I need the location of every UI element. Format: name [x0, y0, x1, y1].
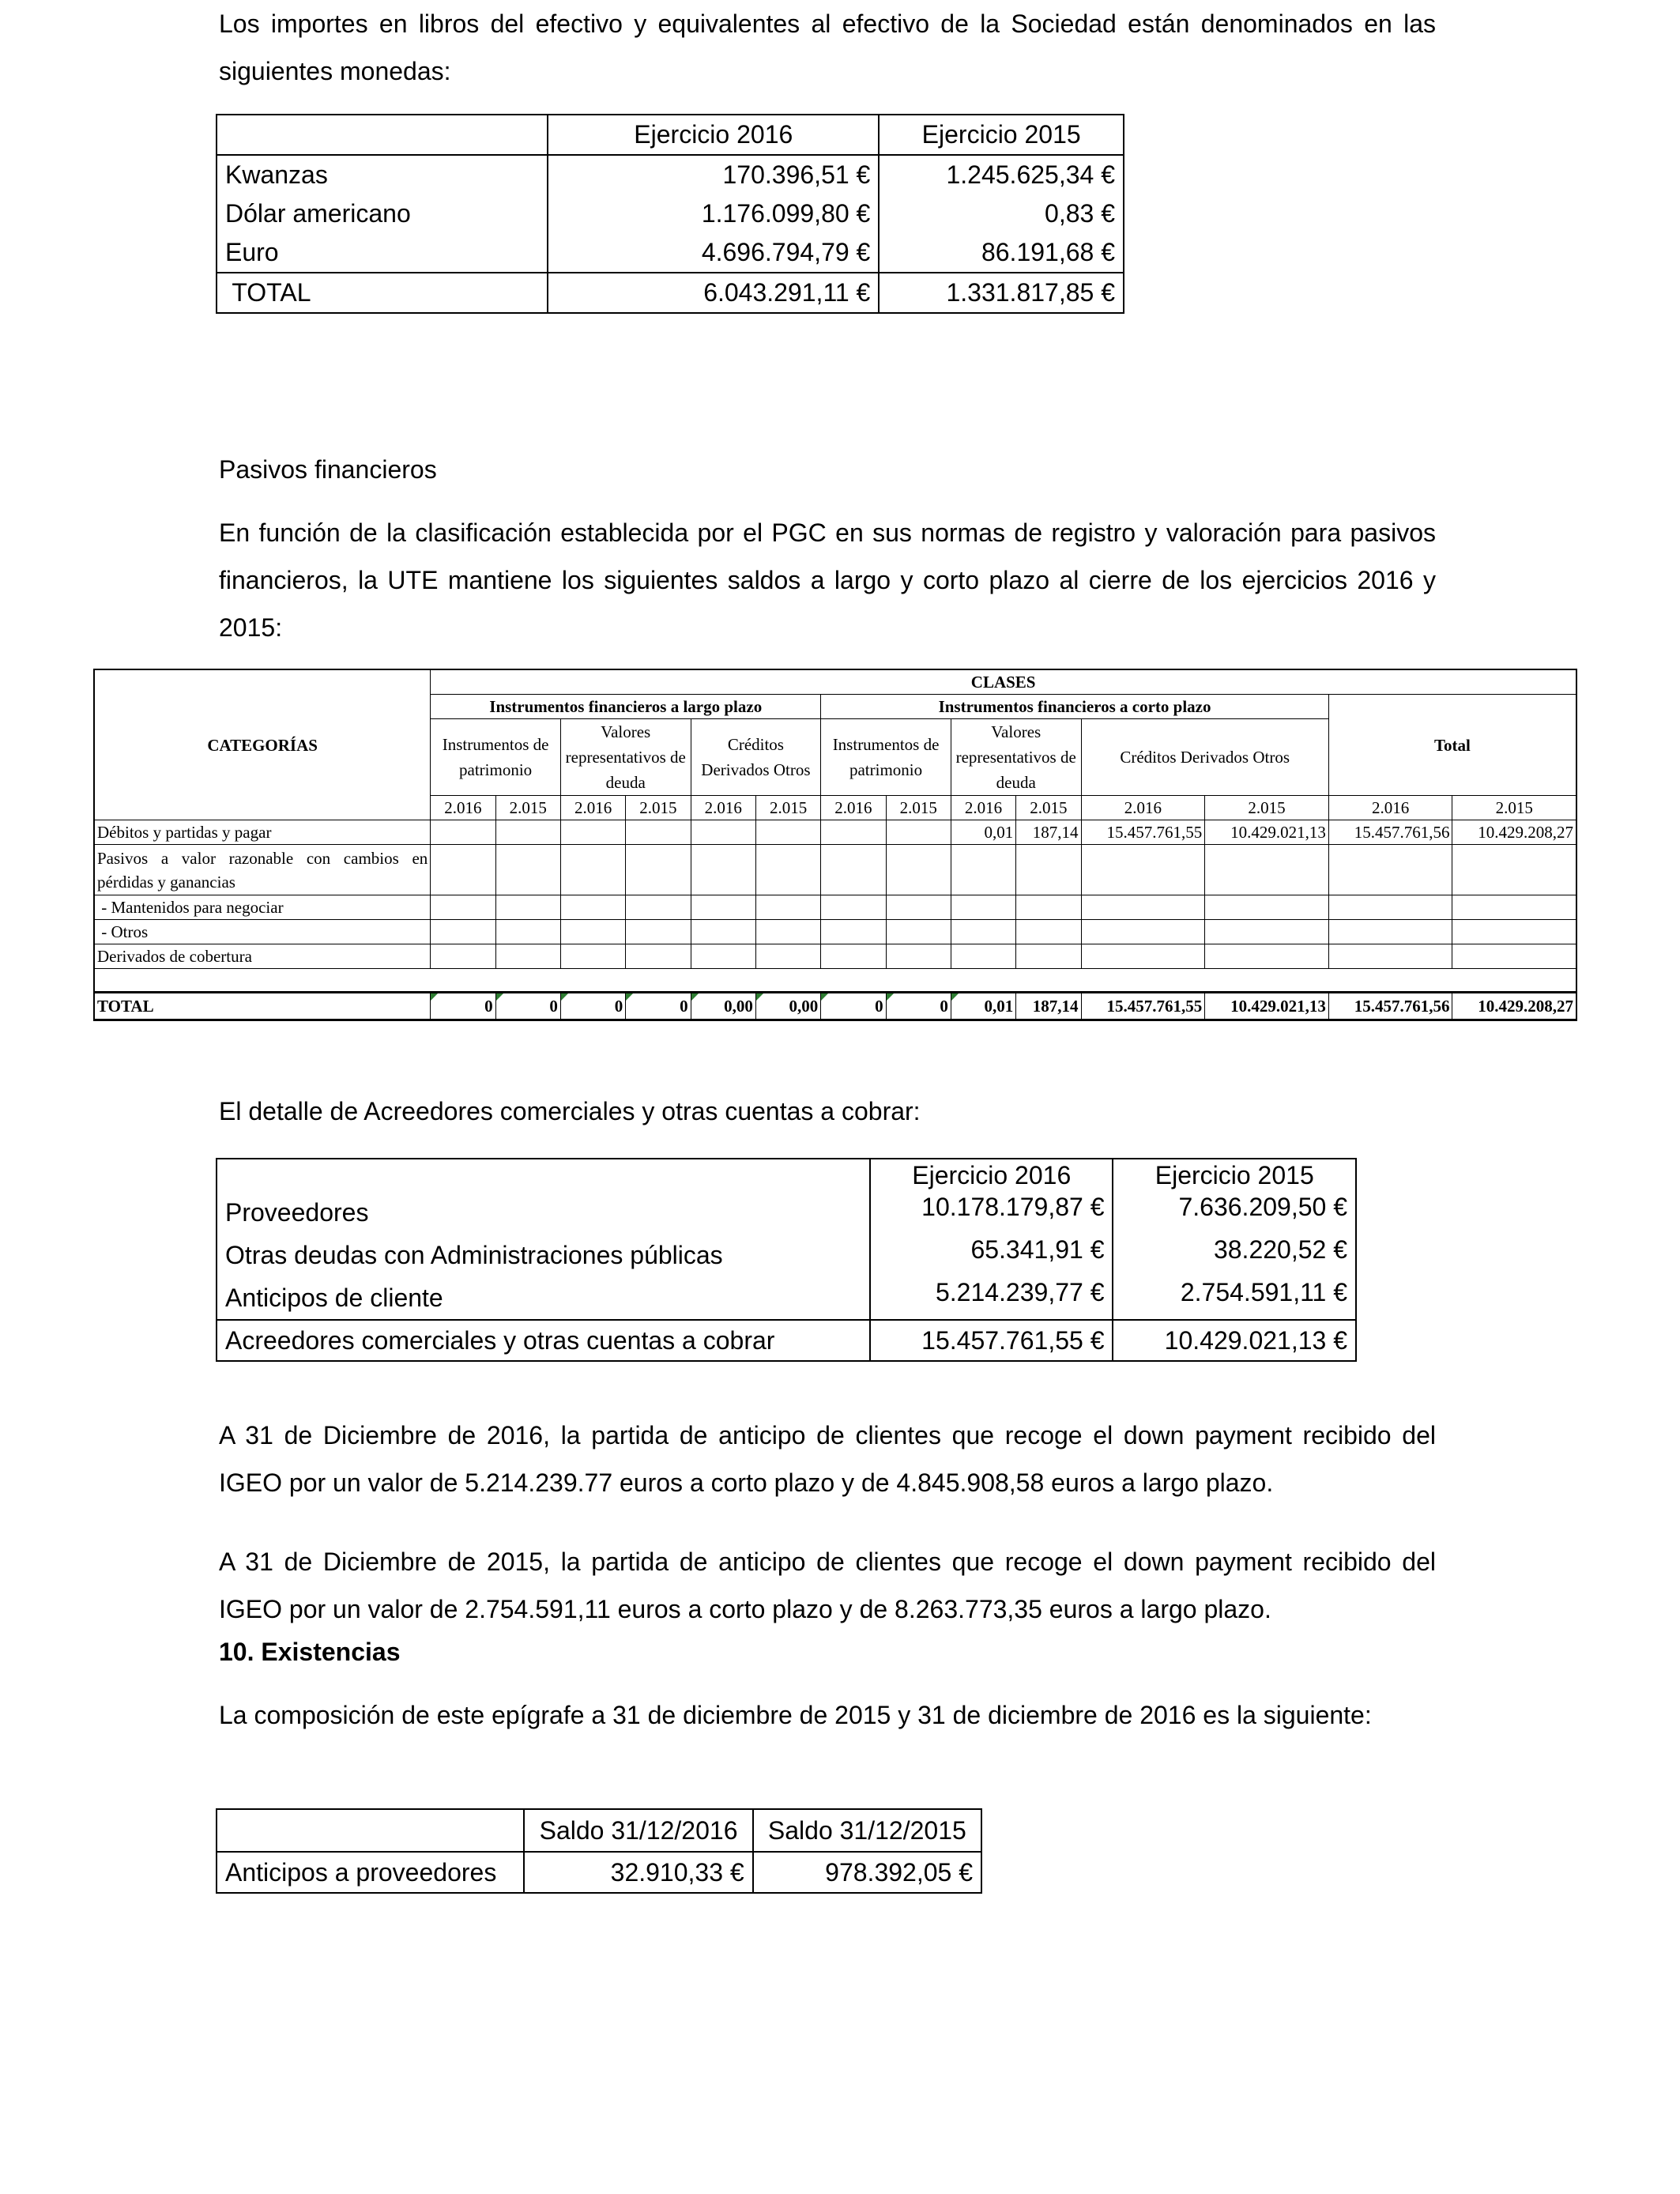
- acreedores-total-2016: 15.457.761,55 €: [870, 1320, 1113, 1361]
- acreedores-total-label: Acreedores comerciales y otras cuentas a cobrar: [217, 1320, 870, 1361]
- currency-name: Dólar americano: [225, 199, 411, 228]
- fin-total-cell: 10.429.021,13: [1205, 993, 1329, 1020]
- fin-row-spacer: [94, 969, 1576, 993]
- pasivos-title: Pasivos financieros: [219, 455, 437, 484]
- down-payment-2015-paragraph: A 31 de Diciembre de 2015, la partida de anticipo de clientes que recoge el down payment recibido del IGEO por un valor de 2.754.591,11 euros a corto plazo y de 8.263.773,35 euros a largo plazo.: [219, 1547, 1436, 1623]
- acreedores-header-2016: Ejercicio 2016: [870, 1159, 1113, 1191]
- currency-name: Kwanzas: [225, 160, 328, 189]
- fin-total-cell: 0: [626, 993, 691, 1020]
- fin-row-label: Débitos y partidas y pagar: [94, 820, 431, 845]
- fin-year: 2.015: [886, 796, 951, 820]
- fin-row-pasivos: [94, 845, 1576, 895]
- acreedores-header-row: [217, 1159, 1356, 1191]
- acreedores-header-blank: [217, 1159, 870, 1191]
- fin-year: 2.016: [431, 796, 495, 820]
- acreedores-value-2016: 5.214.239,77 €: [870, 1276, 1113, 1320]
- fin-lp-valores-deuda: Valores representativos de deuda: [560, 719, 691, 796]
- fin-lp-creditos: Créditos Derivados Otros: [691, 719, 821, 796]
- fin-cp-valores-deuda: Valores representativos de deuda: [951, 719, 1081, 796]
- fin-year: 2.016: [1328, 796, 1452, 820]
- existencias-value-2015: 978.392,05 €: [753, 1852, 981, 1893]
- fin-year: 2.016: [821, 796, 886, 820]
- existencias-header-2016: Saldo 31/12/2016: [524, 1809, 752, 1852]
- acreedores-value-2015: 38.220,52 €: [1113, 1234, 1356, 1276]
- fin-row-debitos: [94, 820, 1576, 845]
- fin-header-row-clases: [94, 669, 1576, 695]
- fin-total-cell: 0: [886, 993, 951, 1020]
- fin-total-header: Total: [1328, 695, 1576, 796]
- existencias-header-row: [217, 1809, 981, 1852]
- currency-table: [216, 114, 1124, 314]
- fin-year: 2.015: [1452, 796, 1576, 820]
- fin-cell: [431, 820, 495, 845]
- fin-total-cell: 0,00: [691, 993, 755, 1020]
- currency-row: [217, 233, 1124, 273]
- fin-row-label: - Mantenidos para negociar: [94, 895, 431, 920]
- fin-cell: [821, 820, 886, 845]
- currency-total-2016: 6.043.291,11 €: [548, 273, 879, 313]
- fin-cell: [495, 820, 560, 845]
- acreedores-value-2015: 7.636.209,50 €: [1113, 1191, 1356, 1234]
- fin-row-mantenidos: [94, 895, 1576, 920]
- fin-cell: 10.429.021,13: [1205, 820, 1329, 845]
- intro-currencies-paragraph: Los importes en libros del efectivo y equivalentes al efectivo de la Sociedad están denominados en las siguientes monedas:: [219, 9, 1436, 85]
- fin-row-label: Pasivos a valor razonable con cambios en pérdidas y ganancias: [94, 845, 431, 895]
- fin-cell: 0,01: [951, 820, 1015, 845]
- currency-header-2016: Ejercicio 2016: [548, 115, 879, 155]
- currency-total-label: TOTAL: [225, 278, 311, 307]
- existencias-table: [216, 1808, 982, 1894]
- fin-total-row: [94, 993, 1576, 1020]
- fin-row-derivados: [94, 944, 1576, 969]
- acreedores-total-2015: 10.429.021,13 €: [1113, 1320, 1356, 1361]
- currency-header-row: [217, 115, 1124, 155]
- acreedores-row: [217, 1276, 1356, 1320]
- fin-total-cell: 0,00: [755, 993, 820, 1020]
- fin-total-cell: 15.457.761,56: [1328, 993, 1452, 1020]
- fin-cell: 15.457.761,56: [1328, 820, 1452, 845]
- currency-value-2015: 0,83 €: [879, 194, 1124, 233]
- fin-year: 2.016: [1081, 796, 1205, 820]
- acreedores-intro: El detalle de Acreedores comerciales y otras cuentas a cobrar:: [219, 1097, 921, 1125]
- fin-cell: 187,14: [1016, 820, 1081, 845]
- fin-year: 2.016: [951, 796, 1015, 820]
- fin-row-label: Derivados de cobertura: [94, 944, 431, 969]
- currency-value-2015: 1.245.625,34 €: [879, 155, 1124, 194]
- currency-value-2016: 1.176.099,80 €: [548, 194, 879, 233]
- fin-year: 2.015: [1016, 796, 1081, 820]
- acreedores-value-2016: 65.341,91 €: [870, 1234, 1113, 1276]
- fin-total-cell: 0,01: [951, 993, 1015, 1020]
- fin-largo-plazo-header: Instrumentos financieros a largo plazo: [431, 695, 821, 719]
- fin-lp-instr-patrimonio: Instrumentos de patrimonio: [431, 719, 561, 796]
- down-payment-2016-paragraph: A 31 de Diciembre de 2016, la partida de anticipo de clientes que recoge el down payment recibido del IGEO por un valor de 5.214.239.77 euros a corto plazo y de 4.845.908,58 euros a largo plazo.: [219, 1421, 1436, 1497]
- fin-total-cell: 0: [431, 993, 495, 1020]
- fin-cell: [560, 820, 625, 845]
- existencias-value-2016: 32.910,33 €: [524, 1852, 752, 1893]
- fin-cell: [886, 820, 951, 845]
- fin-year: 2.015: [1205, 796, 1329, 820]
- acreedores-row: [217, 1234, 1356, 1276]
- fin-total-cell: 0: [560, 993, 625, 1020]
- fin-cell: [691, 820, 755, 845]
- acreedores-value-2016: 10.178.179,87 €: [870, 1191, 1113, 1234]
- fin-cp-creditos: Créditos Derivados Otros: [1081, 719, 1328, 796]
- currency-row: [217, 155, 1124, 194]
- acreedores-concept: Otras deudas con Administraciones públicas: [217, 1234, 870, 1276]
- fin-total-cell: 187,14: [1016, 993, 1081, 1020]
- fin-year: 2.016: [691, 796, 755, 820]
- currency-value-2016: 170.396,51 €: [548, 155, 879, 194]
- pasivos-intro-paragraph: En función de la clasificación establecida por el PGC en sus normas de registro y valoración para pasivos financieros, la UTE mantiene los siguientes saldos a largo y corto plazo al cierre de los ejercicios 2016 y 2015:: [219, 518, 1436, 642]
- acreedores-total-row: [217, 1320, 1356, 1361]
- fin-year: 2.015: [755, 796, 820, 820]
- fin-categorias-header: CATEGORÍAS: [94, 669, 431, 820]
- fin-total-label: TOTAL: [94, 993, 431, 1020]
- acreedores-row: [217, 1191, 1356, 1234]
- existencias-heading: 10. Existencias: [219, 1638, 401, 1666]
- fin-total-cell: 10.429.208,27: [1452, 993, 1576, 1020]
- financial-liabilities-table: [93, 669, 1577, 1021]
- fin-total-cell: 15.457.761,55: [1081, 993, 1205, 1020]
- fin-row-label: - Otros: [94, 920, 431, 944]
- acreedores-table: [216, 1158, 1357, 1362]
- currency-total-2015: 1.331.817,85 €: [879, 273, 1124, 313]
- existencias-header-blank: [217, 1809, 524, 1852]
- acreedores-header-2015: Ejercicio 2015: [1113, 1159, 1356, 1191]
- existencias-concept: Anticipos a proveedores: [225, 1857, 497, 1887]
- currency-value-2015: 86.191,68 €: [879, 233, 1124, 273]
- fin-year: 2.015: [626, 796, 691, 820]
- fin-row-otros: [94, 920, 1576, 944]
- currency-total-row: [217, 273, 1124, 313]
- currency-header-2015: Ejercicio 2015: [879, 115, 1124, 155]
- fin-cell: 15.457.761,55: [1081, 820, 1205, 845]
- currency-header-blank: [217, 115, 548, 155]
- fin-corto-plazo-header: Instrumentos financieros a corto plazo: [821, 695, 1329, 719]
- existencias-row: [217, 1852, 981, 1893]
- fin-cell: [755, 820, 820, 845]
- acreedores-concept: Anticipos de cliente: [217, 1276, 870, 1320]
- fin-year: 2.015: [495, 796, 560, 820]
- existencias-header-2015: Saldo 31/12/2015: [753, 1809, 981, 1852]
- fin-cell: [626, 820, 691, 845]
- acreedores-value-2015: 2.754.591,11 €: [1113, 1276, 1356, 1320]
- fin-cp-instr-patrimonio: Instrumentos de patrimonio: [821, 719, 951, 796]
- existencias-intro: La composición de este epígrafe a 31 de diciembre de 2015 y 31 de diciembre de 2016 es la siguiente:: [219, 1701, 1372, 1729]
- acreedores-concept: Proveedores: [217, 1191, 870, 1234]
- currency-name: Euro: [225, 238, 279, 266]
- fin-cell: 10.429.208,27: [1452, 820, 1576, 845]
- currency-value-2016: 4.696.794,79 €: [548, 233, 879, 273]
- fin-year: 2.016: [560, 796, 625, 820]
- currency-row: [217, 194, 1124, 233]
- fin-clases-header: CLASES: [431, 669, 1576, 695]
- fin-total-cell: 0: [821, 993, 886, 1020]
- fin-total-cell: 0: [495, 993, 560, 1020]
